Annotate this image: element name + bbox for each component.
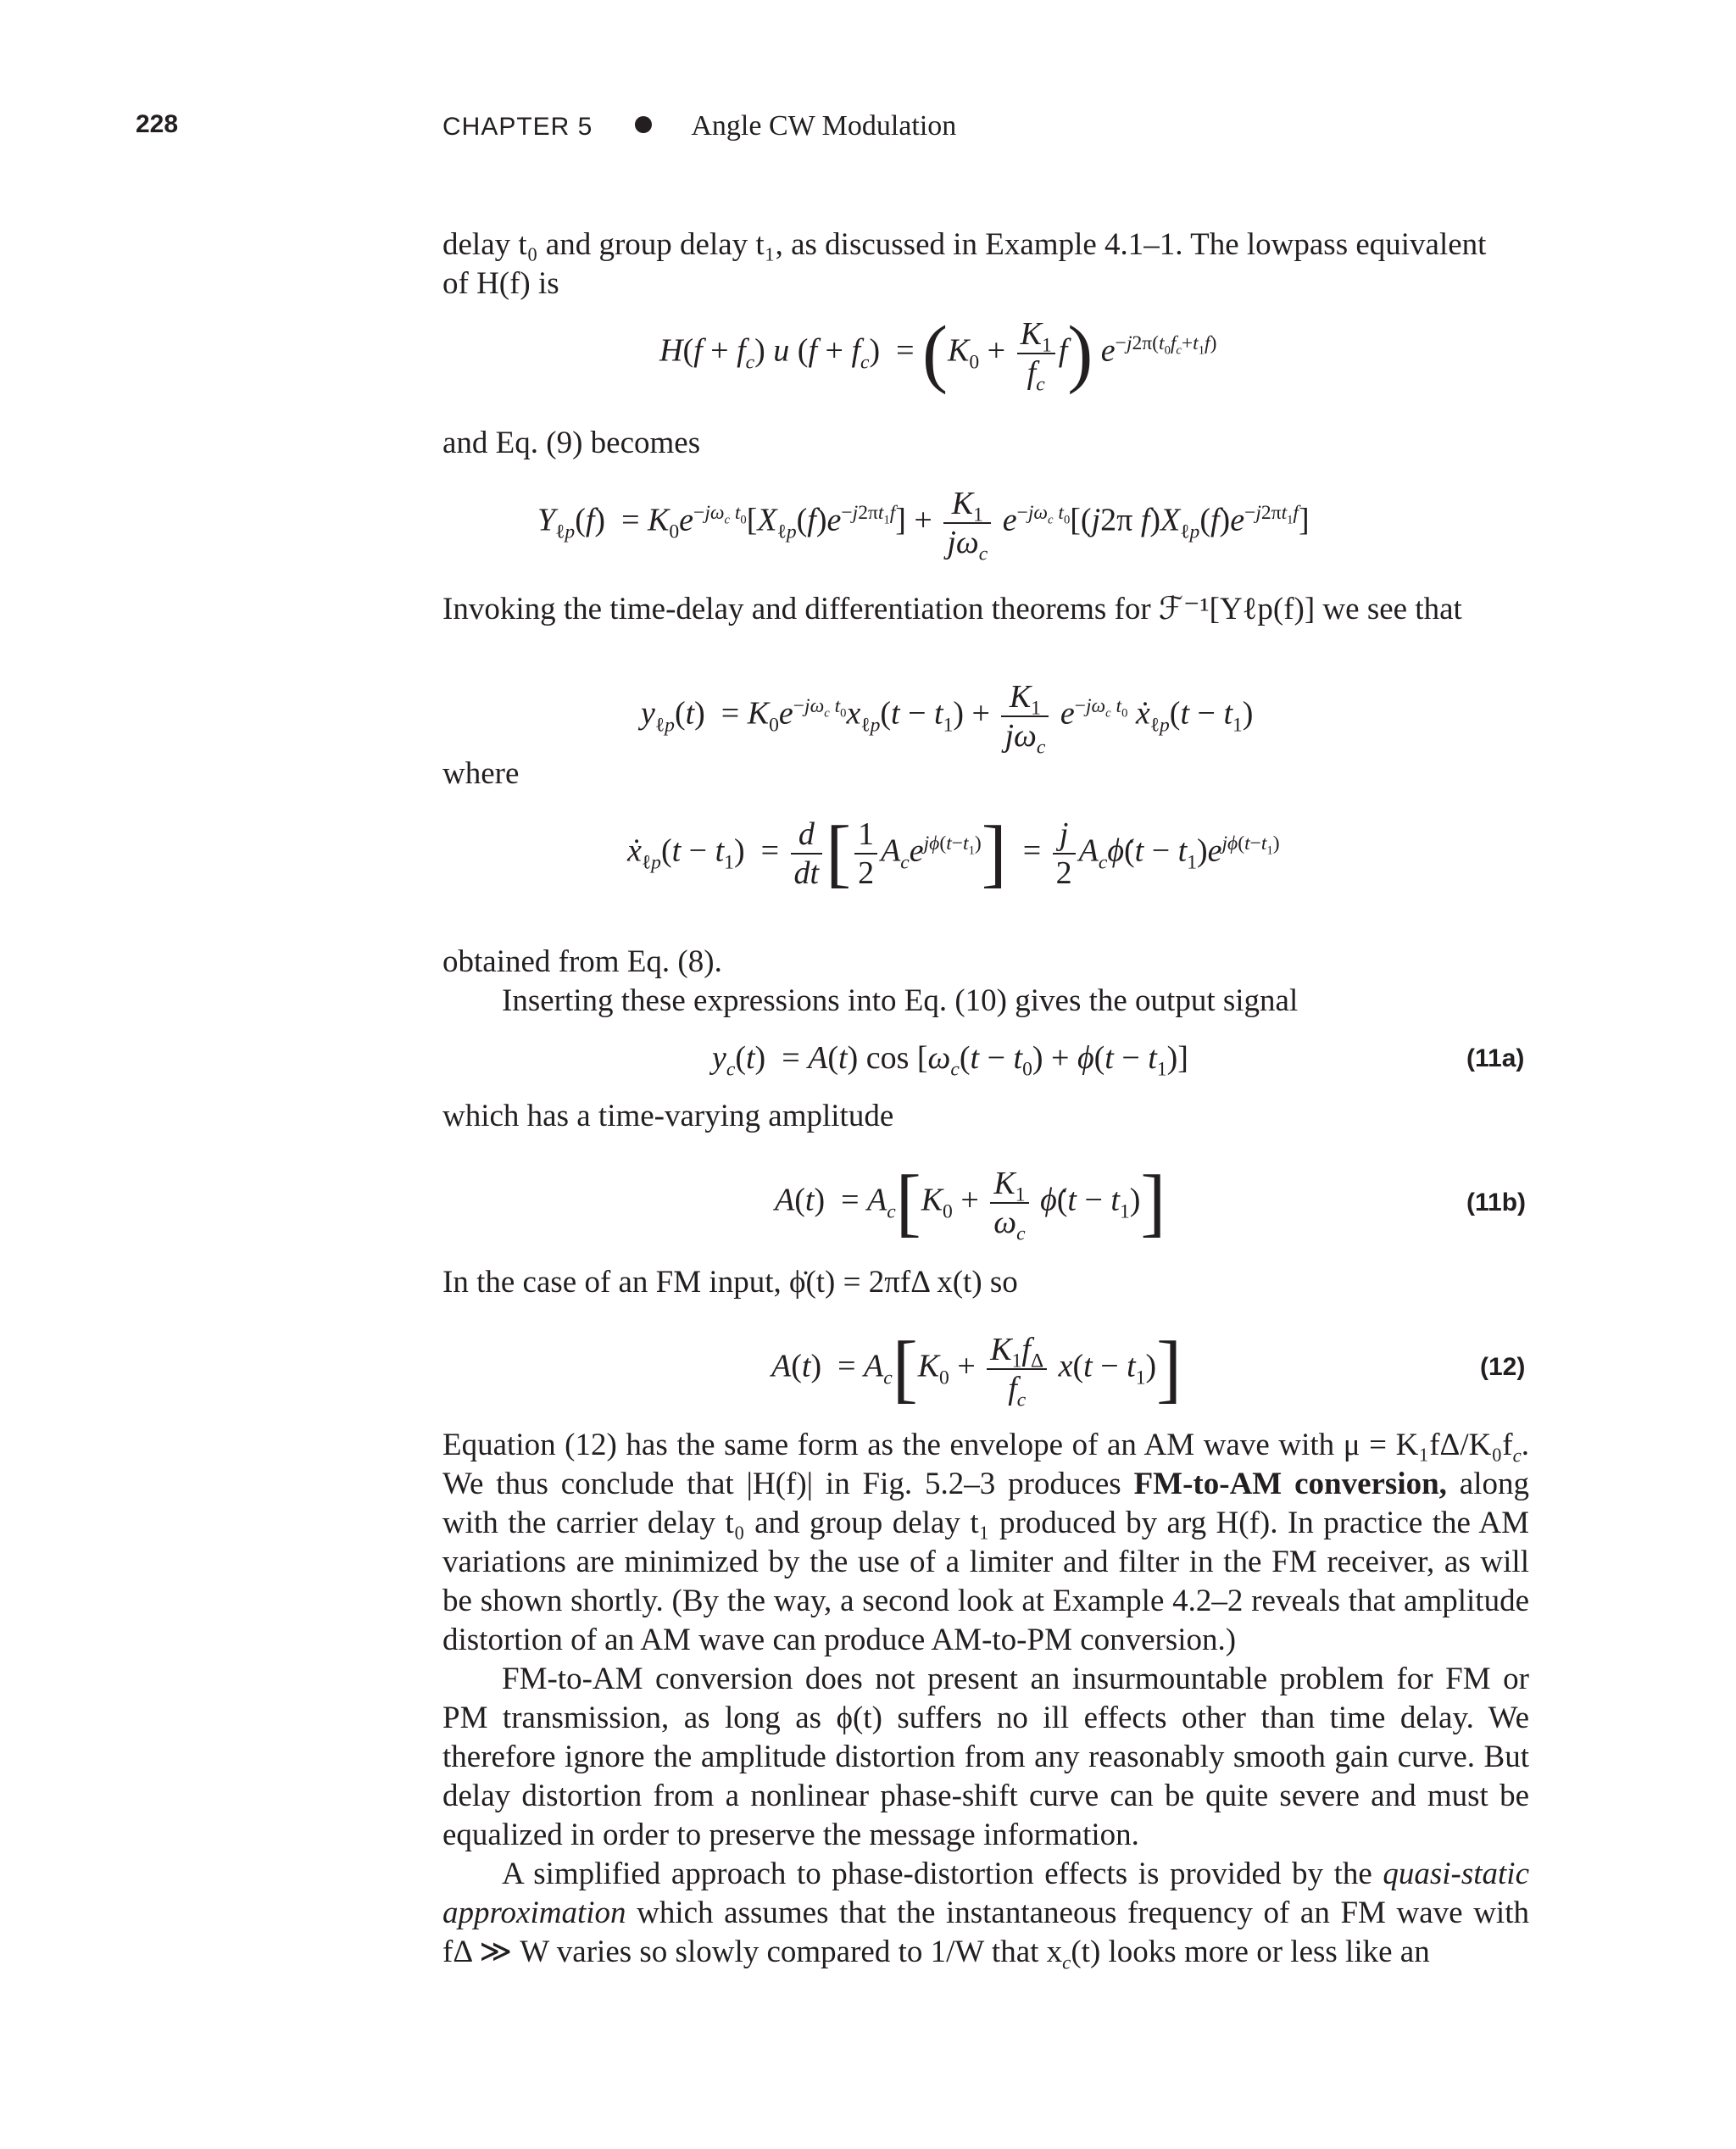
text-run: A simplified approach to phase-distortion effects is provided by the [502, 1857, 1383, 1891]
equation-11a: $y_c(t) = A(t)$ $\cos [\omega_c(t - t_0) + \phi(t - t_1)]$ [712, 1040, 1188, 1081]
italic-term: quasi-static approximation [442, 1857, 1529, 1930]
equation-number: (11b) [1466, 1189, 1527, 1216]
chapter-label: CHAPTER 5 [442, 113, 593, 141]
text-run: . We thus conclude that |H(f)| in Fig. 5.2–3 produces [442, 1428, 1529, 1501]
body-line: Inserting these expressions into Eq. (10) gives the output signal [502, 983, 1299, 1018]
body-line: Invoking the time-delay and differentiation theorems for ℱ⁻¹[Yℓp(f)] we see that [442, 592, 1462, 626]
equation-12: $A(t) = A_c[K_0$ + $\frac{K_1f_\Delta}{f_c}$ $x(t - t_1)$] [771, 1327, 1182, 1411]
equation-H: $H(f + f_c)$ u $(f + f_c) = (K_0$ + $\frac{K_1}{f_c}$ f) $e^{-j2\pi(t_0f_c+t_1f)}$ [659, 311, 1217, 396]
bullet-dot [635, 116, 652, 133]
equation-xdot: ẋ$_{\ell p}$(t − $t_1$) = $\frac{d}{dt}$ [ $\frac{1}{2}$ $A_ce^{j\phi(t-t_1)}$] = $\frac{j}{2}$ $A_c\phi̇(t - t_1)e^{j\phi(t-t_1)}$ [627, 811, 1280, 895]
equation-11b: $A(t) = A_c[K_0$ + $\frac{K_1}{\omega_c}$ ϕ̇(t − $t_1$)] [775, 1161, 1166, 1245]
text-run: Equation (12) has the same form as the envelope of an AM wave with μ = K₁fΔ/K₀f [442, 1428, 1513, 1462]
equation-y: $y_{\ell p}(t) = K_0e^{-j\omega_c t_0}x_{\ell p}(t - t_1)$ + $\frac{K_1}{j\omega_c}$ $e^{-j\omega_c t_0}$ ẋ$_{\ell p}$(t − $t_1$) [641, 679, 1254, 759]
running-header [442, 110, 956, 142]
text-run: along with the carrier delay t₀ and group delay t₁ produced by arg H(f). In practice the AM variations are minimized by the use of a limiter and filter in the FM receiver, as will be shown shortly. (By the way, a second look at Example 4.2–2 reveals that amplitude distortion of an AM wave can produce AM-to-PM conversion.) [442, 1467, 1530, 1657]
chapter-title: Angle CW Modulation [691, 110, 957, 142]
body-line: In the case of an FM input, ϕ̇(t) = 2πfΔ x(t) so [442, 1265, 1018, 1300]
body-line: obtained from Eq. (8). [442, 944, 722, 979]
subscript: c [1062, 1951, 1071, 1974]
body-line: where [442, 756, 520, 791]
bold-term: FM-to-AM conversion, [1133, 1467, 1447, 1501]
paragraph: FM-to-AM conversion does not present an insurmountable problem for FM or PM transmission, as long as ϕ(t) suffers no ill effects other than time delay. We therefore ignore the amplitude distortion from any reasonably smooth gain curve. But delay distortion from a nonlinear phase-shift curve can be quite severe and must be equalized in order to preserve the message information. [442, 1662, 1529, 1852]
text-run: (t) looks more or less like an [1071, 1935, 1430, 1969]
equation-number: (12) [1480, 1353, 1526, 1381]
text-run: which assumes that the instantaneous frequency of an FM wave with fΔ ≫ W varies so slowly compared to 1/W that x [442, 1896, 1529, 1969]
body-line: which has a time-varying amplitude [442, 1099, 894, 1133]
body-line: of H(f) is [442, 266, 559, 301]
paragraph [442, 1855, 1529, 1972]
equation-number: (11a) [1466, 1044, 1525, 1072]
paragraph [442, 1426, 1529, 1660]
body-line: and Eq. (9) becomes [442, 426, 701, 460]
body-paragraphs [442, 1426, 1529, 1972]
subscript: c [1512, 1445, 1522, 1467]
equation-Y: $Y_{\ell p}(f) = K_0e^{-j\omega_c t_0}[X_{\ell p}(f)e^{-j2\pi t_1f}]$ + $\frac{K_1}{j\omega_c}$ $e^{-j\omega_c t_0}[(j2\pi$ $f)X_{\ell p}(f)e^{-j2\pi t_1f}$] [537, 486, 1310, 565]
body-line: delay t₀ and group delay t₁, as discussed in Example 4.1–1. The lowpass equivalent [442, 227, 1487, 262]
page-number: 228 [136, 110, 179, 138]
